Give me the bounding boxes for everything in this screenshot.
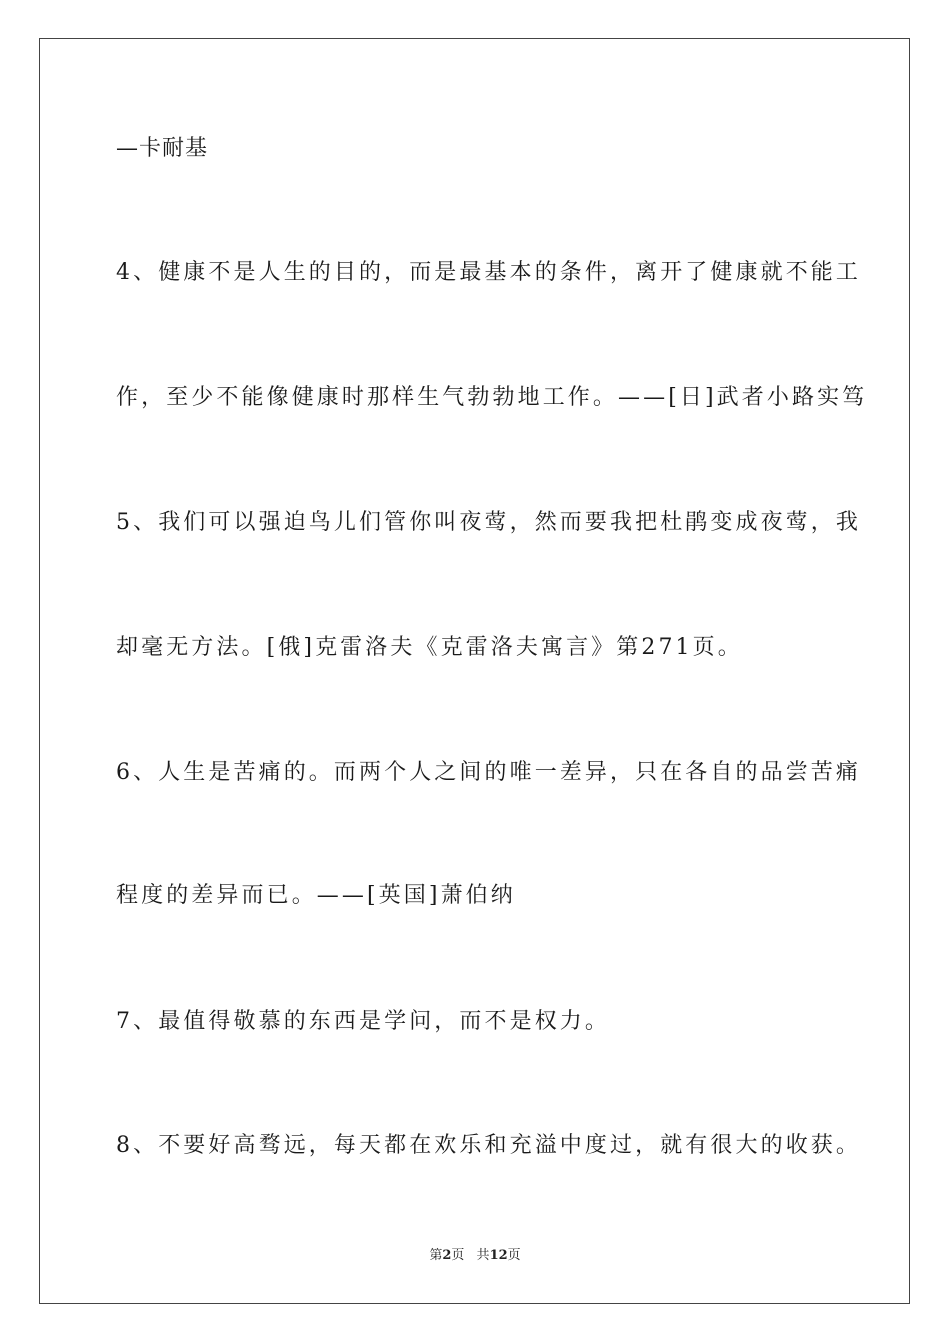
text-line-3: 作，至少不能像健康时那样生气勃勃地工作。——[日]武者小路实笃 <box>116 385 868 410</box>
total-indicator <box>477 1248 521 1263</box>
text-line-5: 却毫无方法。[俄]克雷洛夫《克雷洛夫寓言》第271页。 <box>116 635 743 660</box>
total-suffix: 页 <box>507 1248 521 1263</box>
text-line-7: 程度的差异而已。——[英国]萧伯纳 <box>116 883 516 908</box>
page-border <box>39 38 910 1304</box>
text-line-2: 4、健康不是人生的目的，而是最基本的条件，离开了健康就不能工 <box>116 260 861 285</box>
page-suffix: 页 <box>451 1248 465 1263</box>
page-number: 2 <box>442 1248 452 1263</box>
text-line-6: 6、人生是苦痛的。而两个人之间的唯一差异，只在各自的品尝苦痛 <box>116 760 861 785</box>
total-prefix: 共 <box>476 1248 490 1263</box>
page-indicator <box>429 1248 464 1263</box>
text-line-8: 7、最值得敬慕的东西是学问，而不是权力。 <box>116 1009 610 1034</box>
total-pages: 12 <box>489 1248 508 1263</box>
page-prefix: 第 <box>429 1248 443 1263</box>
page-footer <box>0 1247 950 1265</box>
text-line-4: 5、我们可以强迫鸟儿们管你叫夜莺，然而要我把杜鹃变成夜莺，我 <box>116 510 861 535</box>
text-line-9: 8、不要好高骛远，每天都在欢乐和充溢中度过，就有很大的收获。 <box>116 1133 861 1158</box>
text-line-1: —卡耐基 <box>116 136 209 161</box>
